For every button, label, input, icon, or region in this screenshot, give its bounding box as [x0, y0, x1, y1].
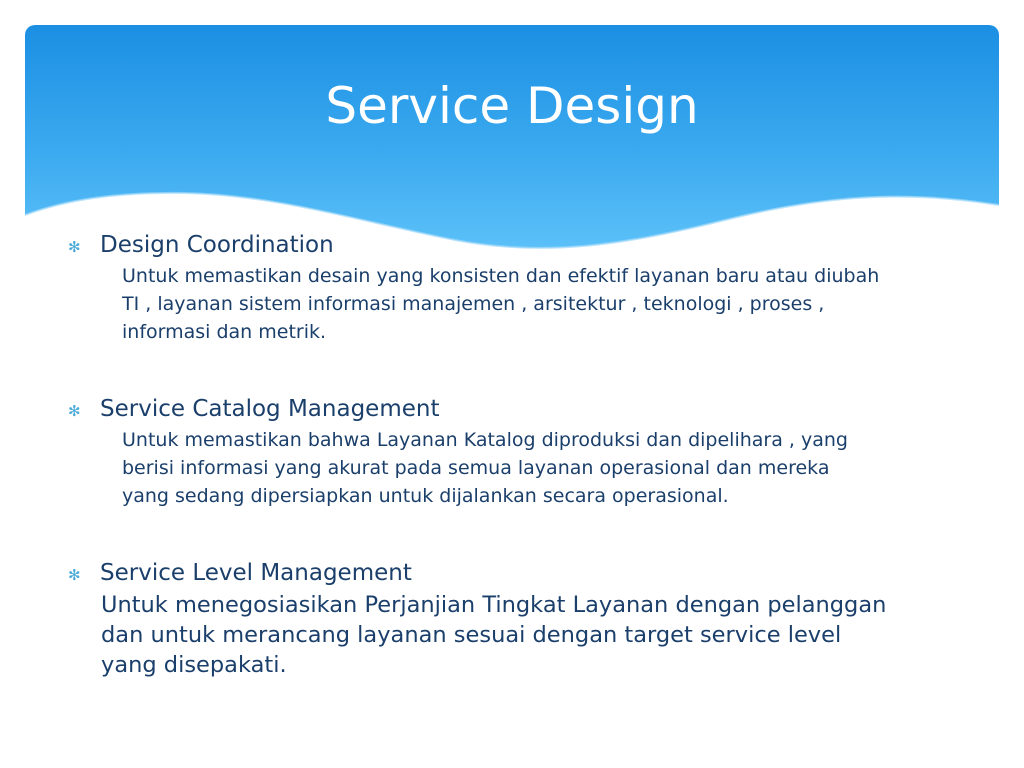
asterisk-bullet-icon: ✻ — [68, 402, 81, 420]
bullet-description: Untuk memastikan bahwa Layanan Katalog diproduksi dan dipelihara , yang berisi informasi yang akurat pada semua layanan operasional dan mereka yang sedang dipersiapkan untuk dijalankan secara operasional. — [122, 429, 848, 507]
bullet-heading: Service Level Management — [100, 560, 412, 586]
bullet-heading: Service Catalog Management — [100, 396, 440, 422]
bullet-item-design-coordination — [66, 228, 946, 346]
asterisk-bullet-icon: ✻ — [68, 238, 81, 256]
bullet-item-service-level-management — [66, 556, 946, 680]
bullet-list — [66, 228, 946, 680]
slide-title: Service Design — [325, 77, 699, 135]
asterisk-bullet-icon: ✻ — [68, 566, 81, 584]
bullet-description: Untuk memastikan desain yang konsisten dan efektif layanan baru atau diubah TI , layanan sistem informasi manajemen , arsitektur , teknologi , proses , informasi dan metrik. — [122, 265, 880, 343]
bullet-item-service-catalog-management — [66, 392, 946, 510]
bullet-heading: Design Coordination — [100, 232, 334, 258]
bullet-description: Untuk menegosiasikan Perjanjian Tingkat Layanan dengan pelanggan dan untuk merancang layanan sesuai dengan target service level yang disepakati. — [101, 592, 887, 678]
